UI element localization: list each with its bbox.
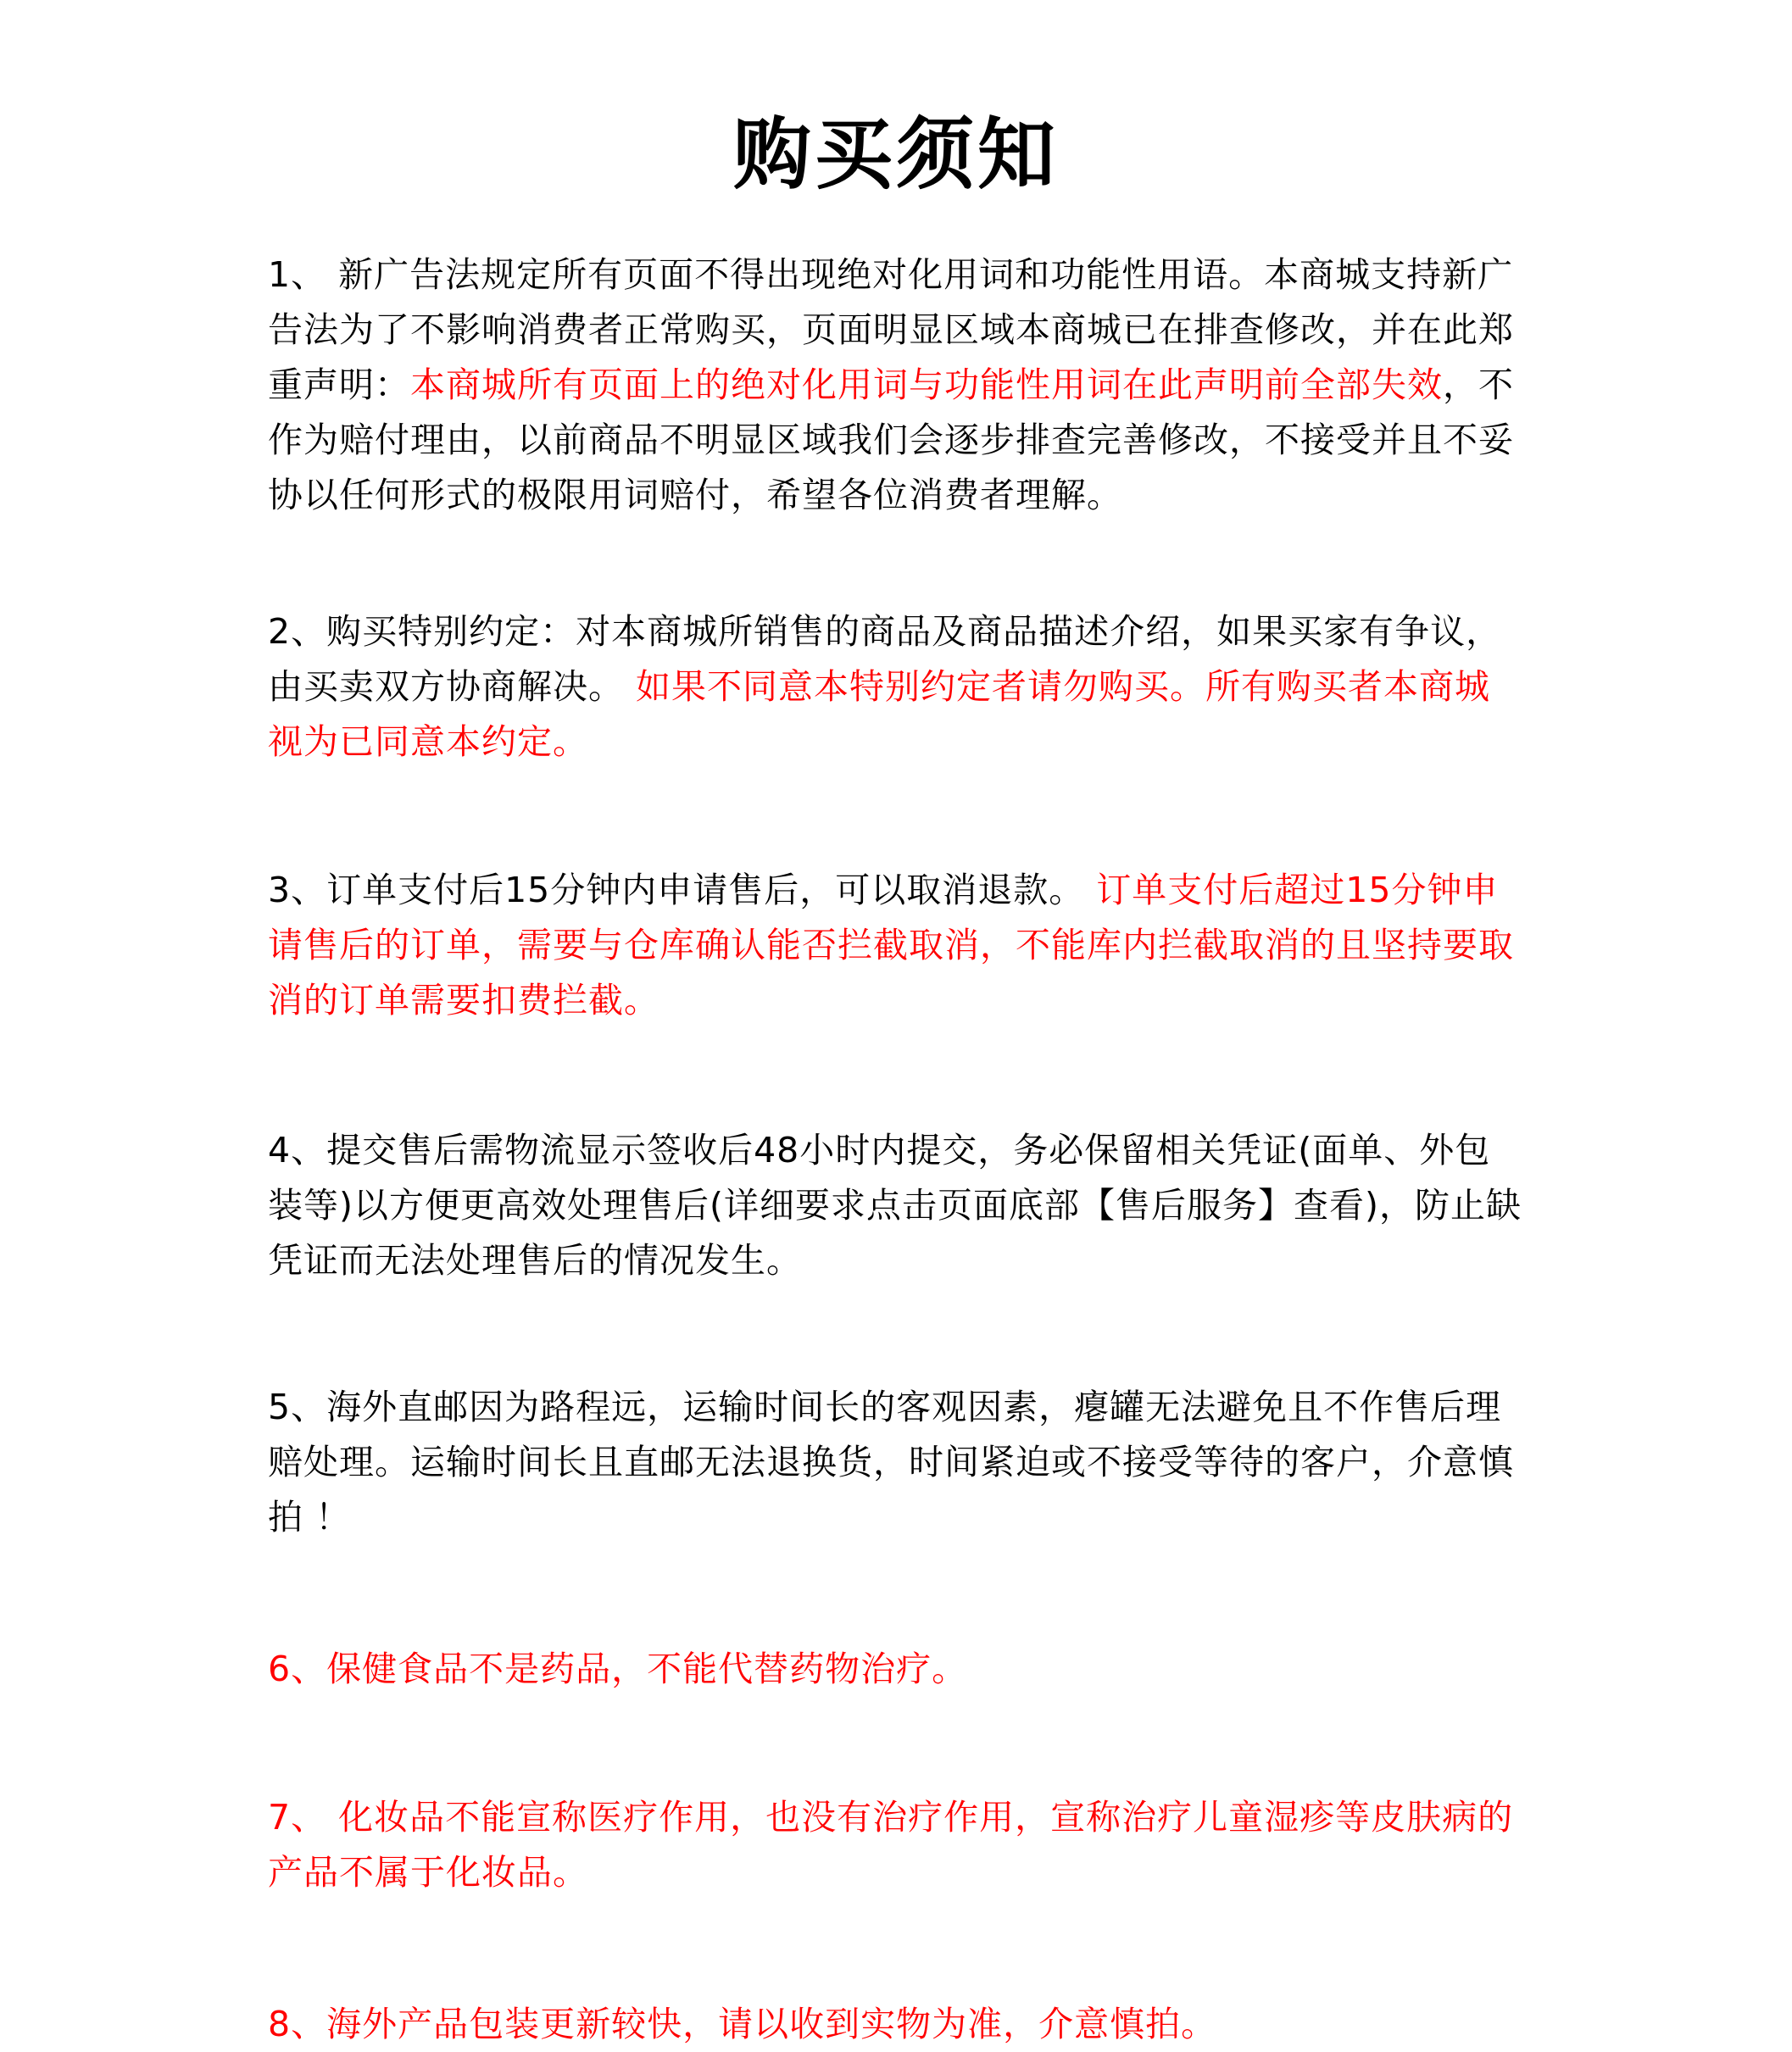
notice-item-3-text: 3、订单支付后15分钟内申请售后，可以取消退款。 [268,870,1097,910]
notice-item-4 [268,1123,1522,1288]
notice-item-1-highlight: 本商城所有页面上的绝对化用词与功能性用词在此声明前全部失效 [410,364,1443,405]
notice-list [268,247,1522,2052]
notice-item-6 [268,1642,1522,1697]
notice-item-8-highlight: 8、海外产品包装更新较快，请以收到实物为准，介意慎拍。 [268,2004,1217,2044]
notice-item-3-highlight: 订单支付后超过15分钟申请售后的订单，需要与仓库确认能否拦截取消，不能库内拦截取消的且坚持要取消的订单需要扣费拦截。 [268,870,1514,1020]
notice-item-7-highlight: 7、 化妆品不能宣称医疗作用，也没有治疗作用，宣称治疗儿童湿疹等皮肤病的 产品不属于化妆品。 [268,1797,1514,1893]
notice-item-5 [268,1380,1522,1545]
notice-item-3 [268,863,1522,1028]
page-title: 购买须知 [732,109,1059,200]
notice-item-2 [268,604,1522,770]
notice-item-1-text-end: ，不作为赔付理由，以前商品不明显区域我们会逐步排查完善修改，不接受并且不妥协以任何形式的极限用词赔付，希望各位消费者理解。 [268,364,1514,515]
notice-item-1 [268,247,1522,523]
notice-item-4-text: 4、提交售后需物流显示签收后48小时内提交，务必保留相关凭证(面单、外包装等)以方便更高效处理售后(详细要求点击页面底部【售后服务】查看)，防止缺凭证而无法处理售后的情况发生。 [268,1130,1522,1281]
notice-item-2-text: 2、购买特别约定：对本商城所销售的商品及商品描述介绍，如果买家有争议，由买卖双方协商解决。 [268,611,1502,707]
notice-item-6-highlight: 6、保健食品不是药品，不能代替药物治疗。 [268,1649,968,1689]
notice-item-8 [268,1997,1522,2052]
notice-item-5-text: 5、海外直邮因为路程远，运输时间长的客观因素，瘪罐无法避免且不作售后理赔处理。运输时间长且直邮无法退换货，时间紧迫或不接受等待的客户，介意慎拍 ！ [268,1387,1514,1538]
notice-item-2-highlight: 如果不同意本特别约定者请勿购买。所有购买者本商城视为已同意本约定。 [268,666,1491,762]
notice-item-7 [268,1790,1522,1900]
notice-item-1-text: 1、 新广告法规定所有页面不得出现绝对化用词和功能性用语。本商城支持新广告法为了不影响消费者正常购买，页面明显区域本商城已在排查修改，并在此郑 重声明： [268,254,1514,405]
